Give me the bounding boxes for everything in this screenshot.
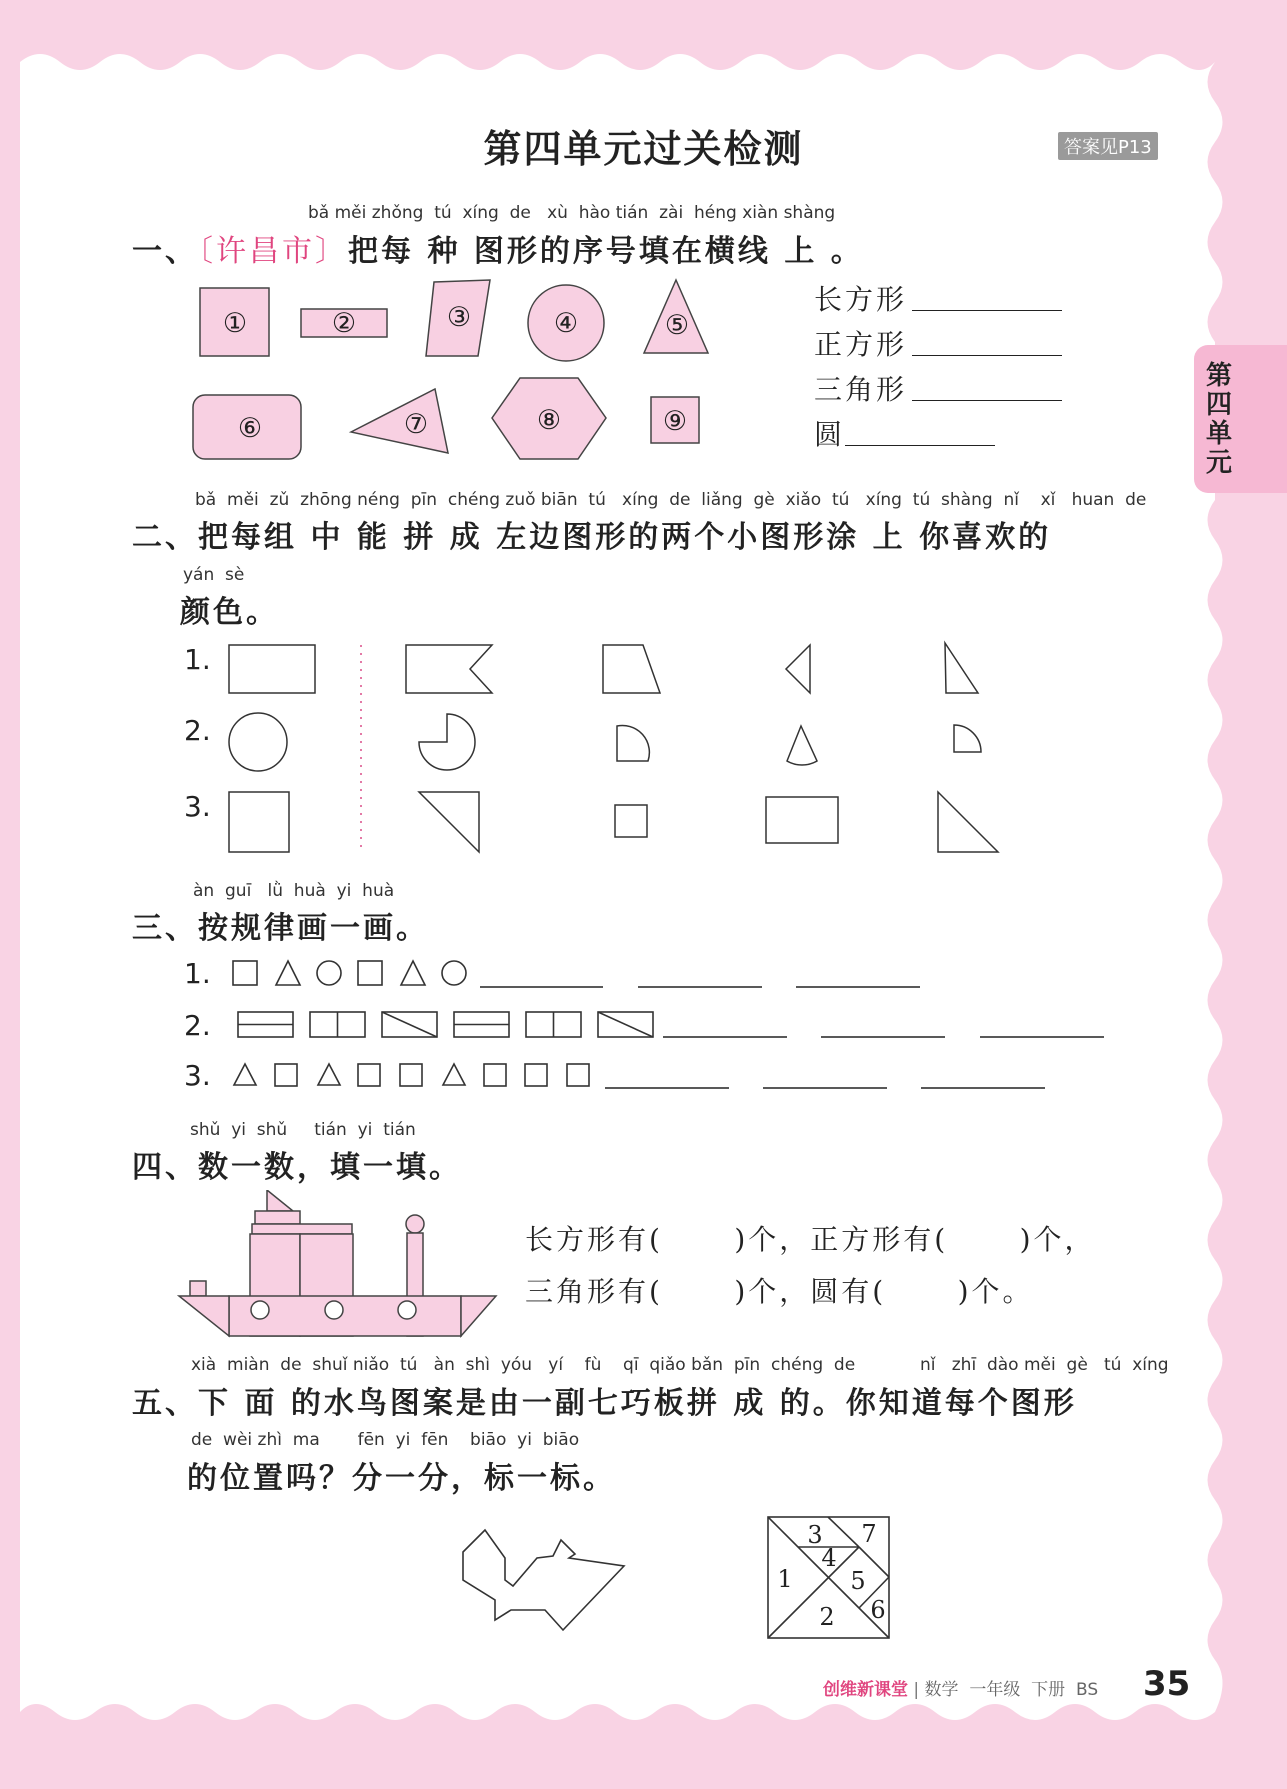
row1-target-rectangle bbox=[229, 645, 315, 693]
footer-brand: 创维新课堂 bbox=[823, 1680, 908, 1700]
answer-reference-badge: 答案见P13 bbox=[1058, 132, 1158, 160]
row2-option-d bbox=[954, 725, 981, 752]
q3-row-3-number: 3. bbox=[184, 1059, 211, 1092]
tangram-label-4: 4 bbox=[821, 1544, 837, 1572]
row1-option-c bbox=[786, 645, 810, 693]
row2-target-circle bbox=[229, 713, 287, 771]
q4-ship-figure bbox=[175, 1190, 505, 1340]
shape-label-5: ⑤ bbox=[664, 310, 690, 341]
q2-pinyin-line1: bǎ měi zǔ zhōng néng pīn chéng zuǒ biān tú xíng de liǎng gè xiǎo tú xíng tú shàng nǐ xǐ huan de bbox=[195, 490, 1147, 510]
q2-row-3-number: 3. bbox=[184, 790, 211, 823]
row3-target-square bbox=[229, 792, 289, 852]
q4-count-line-1: 长方形有( )个，正方形有( )个， bbox=[525, 1223, 1096, 1256]
q5-text-line1: 五、下 面 的水鸟图案是由一副七巧板拼 成 的。你知道每个图形 bbox=[132, 1386, 1077, 1421]
answer-label-rectangle: 长方形 bbox=[814, 283, 908, 316]
tangram-label-6: 6 bbox=[870, 1596, 886, 1624]
answer-label-square: 正方形 bbox=[814, 328, 908, 361]
q2-pinyin-line2: yán sè bbox=[183, 565, 245, 585]
answer-label-triangle: 三角形 bbox=[814, 373, 908, 406]
answer-line-square[interactable] bbox=[912, 355, 1062, 356]
row2-option-b bbox=[617, 725, 649, 761]
footer-separator: | bbox=[913, 1680, 920, 1700]
tangram-label-3: 3 bbox=[807, 1521, 823, 1549]
ship-flag-triangle bbox=[267, 1190, 293, 1211]
row3-option-a bbox=[419, 792, 479, 852]
q1-shapes-figure bbox=[180, 270, 720, 470]
q3-row-1-number: 1. bbox=[184, 957, 211, 990]
q1-location-tag: 〔许昌市〕 bbox=[198, 234, 348, 269]
answer-line-triangle[interactable] bbox=[912, 400, 1062, 401]
shape-label-3: ③ bbox=[446, 302, 472, 333]
shape-label-1: ① bbox=[222, 308, 248, 339]
page-title: 第四单元过关检测 bbox=[483, 127, 804, 171]
tangram-label-1: 1 bbox=[777, 1565, 793, 1593]
q2-row-1-number: 1. bbox=[184, 643, 211, 676]
row3-option-d bbox=[938, 792, 998, 852]
answer-line-rectangle[interactable] bbox=[912, 310, 1062, 311]
q2-text-line1: 二、把每组 中 能 拼 成 左边图形的两个小图形涂 上 你喜欢的 bbox=[132, 520, 1052, 555]
unit-side-tab-label: 第四单元 bbox=[1206, 361, 1233, 478]
q4-count-line-2: 三角形有( )个，圆有( )个。 bbox=[525, 1275, 1034, 1308]
q2-row-2-number: 2. bbox=[184, 714, 211, 747]
page-number: 35 bbox=[1143, 1664, 1191, 1704]
footer bbox=[823, 1675, 1098, 1700]
q1-number: 一、 bbox=[132, 234, 198, 269]
water-bird-outline bbox=[463, 1530, 624, 1630]
q3-pinyin: àn guī lǜ huà yi huà bbox=[193, 881, 395, 901]
row3-option-b bbox=[615, 805, 647, 837]
row1-option-b bbox=[603, 645, 660, 693]
q3-text: 三、按规律画一画。 bbox=[132, 911, 429, 946]
q3-row-2-number: 2. bbox=[184, 1009, 211, 1042]
shape-label-4: ④ bbox=[553, 308, 579, 339]
answer-label-circle: 圆 bbox=[814, 418, 846, 451]
q2-text-line2: 颜色。 bbox=[180, 595, 279, 630]
row1-option-a bbox=[406, 645, 492, 693]
shape-label-2: ② bbox=[331, 308, 357, 339]
shape-label-9: ⑨ bbox=[662, 406, 688, 437]
q5-pinyin-line1: xià miàn de shuǐ niǎo tú àn shì yóu yí fù qī qiǎo bǎn pīn chéng de nǐ zhī dào měi gè tú xíng bbox=[191, 1355, 1169, 1375]
q5-text-line2: 的位置吗？分一分，标一标。 bbox=[187, 1461, 616, 1496]
row2-option-a bbox=[419, 714, 475, 770]
q5-pinyin-line2: de wèi zhì ma fēn yi fēn biāo yi biāo bbox=[191, 1430, 580, 1450]
shape-7-triangle bbox=[351, 389, 448, 453]
q4-pinyin: shǔ yi shǔ tián yi tián bbox=[190, 1120, 416, 1140]
q1-pinyin: bǎ měi zhǒng tú xíng de xù hào tián zài héng xiàn shàng bbox=[308, 203, 836, 223]
row3-option-c bbox=[766, 797, 838, 843]
q1-heading bbox=[132, 226, 864, 270]
row2-option-c bbox=[787, 726, 817, 765]
tangram-label-2: 2 bbox=[819, 1603, 835, 1631]
shape-label-7: ⑦ bbox=[403, 409, 429, 440]
tangram-label-7: 7 bbox=[861, 1520, 877, 1548]
tangram-label-5: 5 bbox=[850, 1567, 866, 1595]
shape-label-8: ⑧ bbox=[536, 405, 562, 436]
q3-patterns-figure bbox=[225, 955, 1115, 1095]
row1-option-d bbox=[945, 643, 978, 693]
answer-line-circle[interactable] bbox=[845, 445, 995, 446]
shape-label-6: ⑥ bbox=[237, 413, 263, 444]
q1-text: 把每 种 图形的序号填在横线 上 。 bbox=[348, 234, 864, 269]
q5-tangram-figure bbox=[455, 1510, 895, 1650]
q2-shapes-figure bbox=[220, 635, 1010, 855]
footer-book-info: 数学 一年级 下册 BS bbox=[924, 1680, 1099, 1700]
q4-text: 四、数一数，填一填。 bbox=[132, 1150, 462, 1185]
